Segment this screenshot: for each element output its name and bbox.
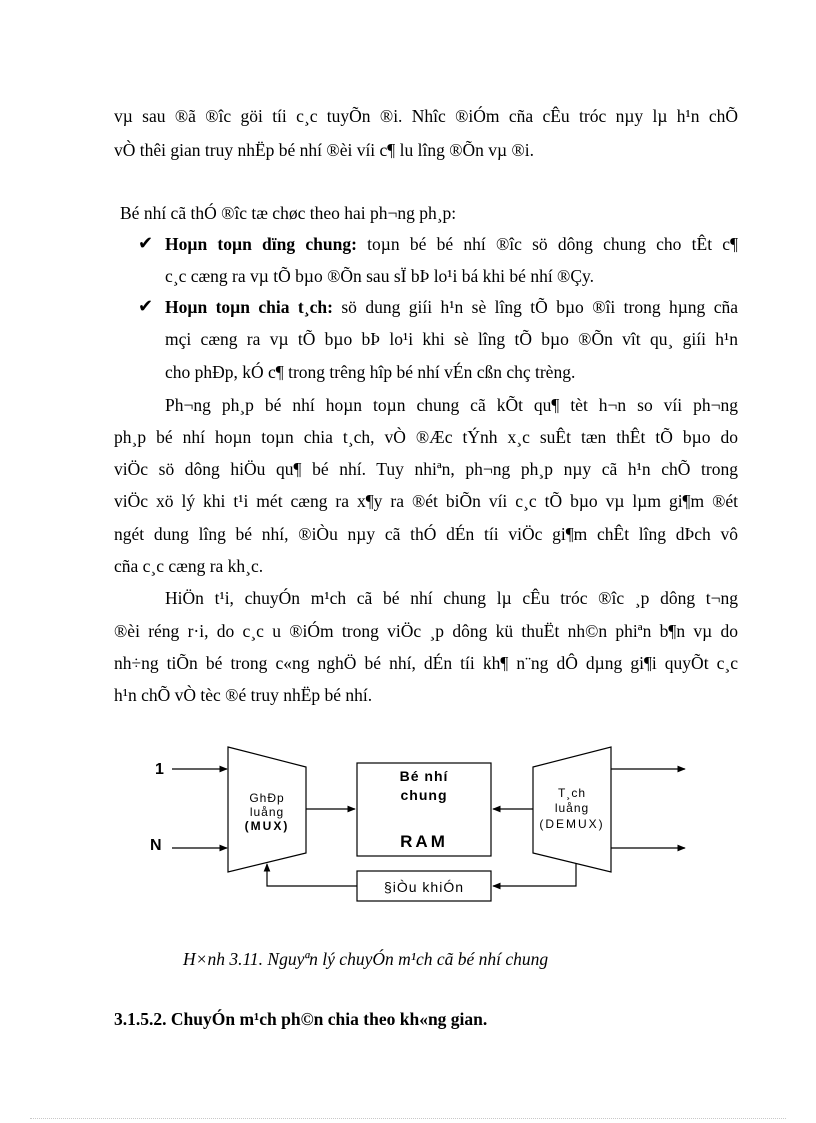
paragraph-3-line-3: nh÷ng tiÕn bé trong c«ng nghÖ bé nhí, dÉn tíi kh¶ n¨ng dÔ dµng gi¶i quyÕt c¸c [114, 653, 738, 673]
paragraph-2-line-1: Ph¬ng ph¸p bé nhí hoµn toµn chung cã kÕt qu¶ tèt h¬n so víi ph¬ng [165, 395, 738, 415]
bullet-2-line-3: cho phÐp, kÓ c¶ trong trêng hîp bé nhí vÉn cßn chç trèng. [165, 362, 576, 382]
paragraph-2-line-4: viÖc xö lý khi t¹i mét cæng ra x¶y ra ®ét biÕn víi c¸c tÕ bµo vµ lµm gi¶m ®ét [114, 491, 738, 511]
bullet-1-title: Hoµn toµn dïng chung: [165, 234, 357, 254]
control-label: §iÒu khiÓn [383, 879, 465, 895]
demux-label-3: (DEMUX) [539, 817, 605, 831]
demux-to-control-arrow [493, 863, 576, 886]
bullet-2-line-2: mçi cæng ra vµ tÕ bµo bÞ lo¹i khi sè lîng tÕ bµo ®Õn vît qu¸ giíi h¹n [165, 329, 738, 349]
paragraph-3-line-1: HiÖn t¹i, chuyÓn m¹ch cã bé nhí chung lµ cÊu tróc ®îc ¸p dông t¬ng [165, 588, 738, 608]
demux-label-1: T¸ch [558, 786, 586, 800]
paragraph-1-line-2: vÒ thêi gian truy nhËp bé nhí ®èi víi c¶ lu lîng ®Õn vµ ®i. [114, 140, 534, 160]
mux-label-1: GhÐp [249, 791, 285, 805]
bullet-1-line-1 [165, 234, 738, 254]
mux-label-2: luång [249, 805, 285, 819]
memory-label-1: Bé nhí [399, 768, 449, 784]
bullet-2-title: Hoµn toµn chia t¸ch: [165, 297, 333, 317]
figure-caption: H×nh 3.11. Nguyªn lý chuyÓn m¹ch cã bé nhí chung [183, 948, 549, 969]
checkmark-icon: ✔ [138, 233, 154, 254]
bullet-2-line-1 [165, 297, 738, 317]
input-label-n: N [150, 837, 162, 854]
memory-label-2: chung [400, 787, 448, 803]
page-bottom-divider [30, 1118, 786, 1119]
paragraph-2-line-5: ngét dung lîng bé nhí, ®iÒu nµy cã thÓ dÉn tíi viÖc gi¶m chÊt lîng dÞch vô [114, 524, 738, 544]
demux-label-2: luång [554, 801, 590, 815]
paragraph-2-line-2: ph¸p bé nhí hoµn toµn chia t¸ch, vÒ ®Æc tÝnh x¸c suÊt tæn thÊt tÕ bµo do [114, 427, 738, 447]
intro-line: Bé nhí cã thÓ ®îc tæ chøc theo hai ph¬ng ph¸p: [120, 203, 457, 223]
bullet-2-text-1: sö dung giíi h¹n sè lîng tÕ bµo ®îi trong hµng cña [341, 297, 739, 317]
paragraph-2-line-3: viÖc sö dông hiÖu qu¶ bé nhí. Tuy nhiªn, ph¬ng ph¸p nµy cã h¹n chÕ trong [114, 459, 738, 479]
paragraph-1-line-1: vµ sau ®ã ®îc göi tíi c¸c tuyÕn ®i. Nhîc ®iÓm cña cÊu tróc nµy lµ h¹n chÕ [114, 106, 738, 126]
paragraph-3-line-2: ®èi réng r·i, do c¸c u ®iÓm trong viÖc ¸p dông kü thuËt nh©n phiªn b¶n vµ do [114, 621, 738, 641]
mux-label-3: (MUX) [244, 819, 290, 833]
control-to-mux-arrow [267, 864, 357, 886]
input-label-1: 1 [155, 761, 164, 778]
paragraph-2-line-6: cña c¸c cæng ra kh¸c. [114, 556, 264, 576]
bullet-1-text-1: toµn bé bé nhí ®îc sö dông chung cho tÊt c¶ [367, 234, 738, 254]
section-heading: 3.1.5.2. ChuyÓn m¹ch ph©n chia theo kh«ng gian. [114, 1008, 488, 1029]
ram-label: RAM [400, 832, 448, 851]
bullet-1-line-2: c¸c cæng ra vµ tÕ bµo ®Õn sau sÏ bÞ lo¹i bá khi bé nhí ®Çy. [165, 266, 595, 286]
shared-memory-switch-diagram [140, 735, 700, 915]
paragraph-3-line-4: h¹n chÕ vÒ tèc ®é truy nhËp bé nhí. [114, 685, 373, 705]
checkmark-icon: ✔ [138, 296, 154, 317]
